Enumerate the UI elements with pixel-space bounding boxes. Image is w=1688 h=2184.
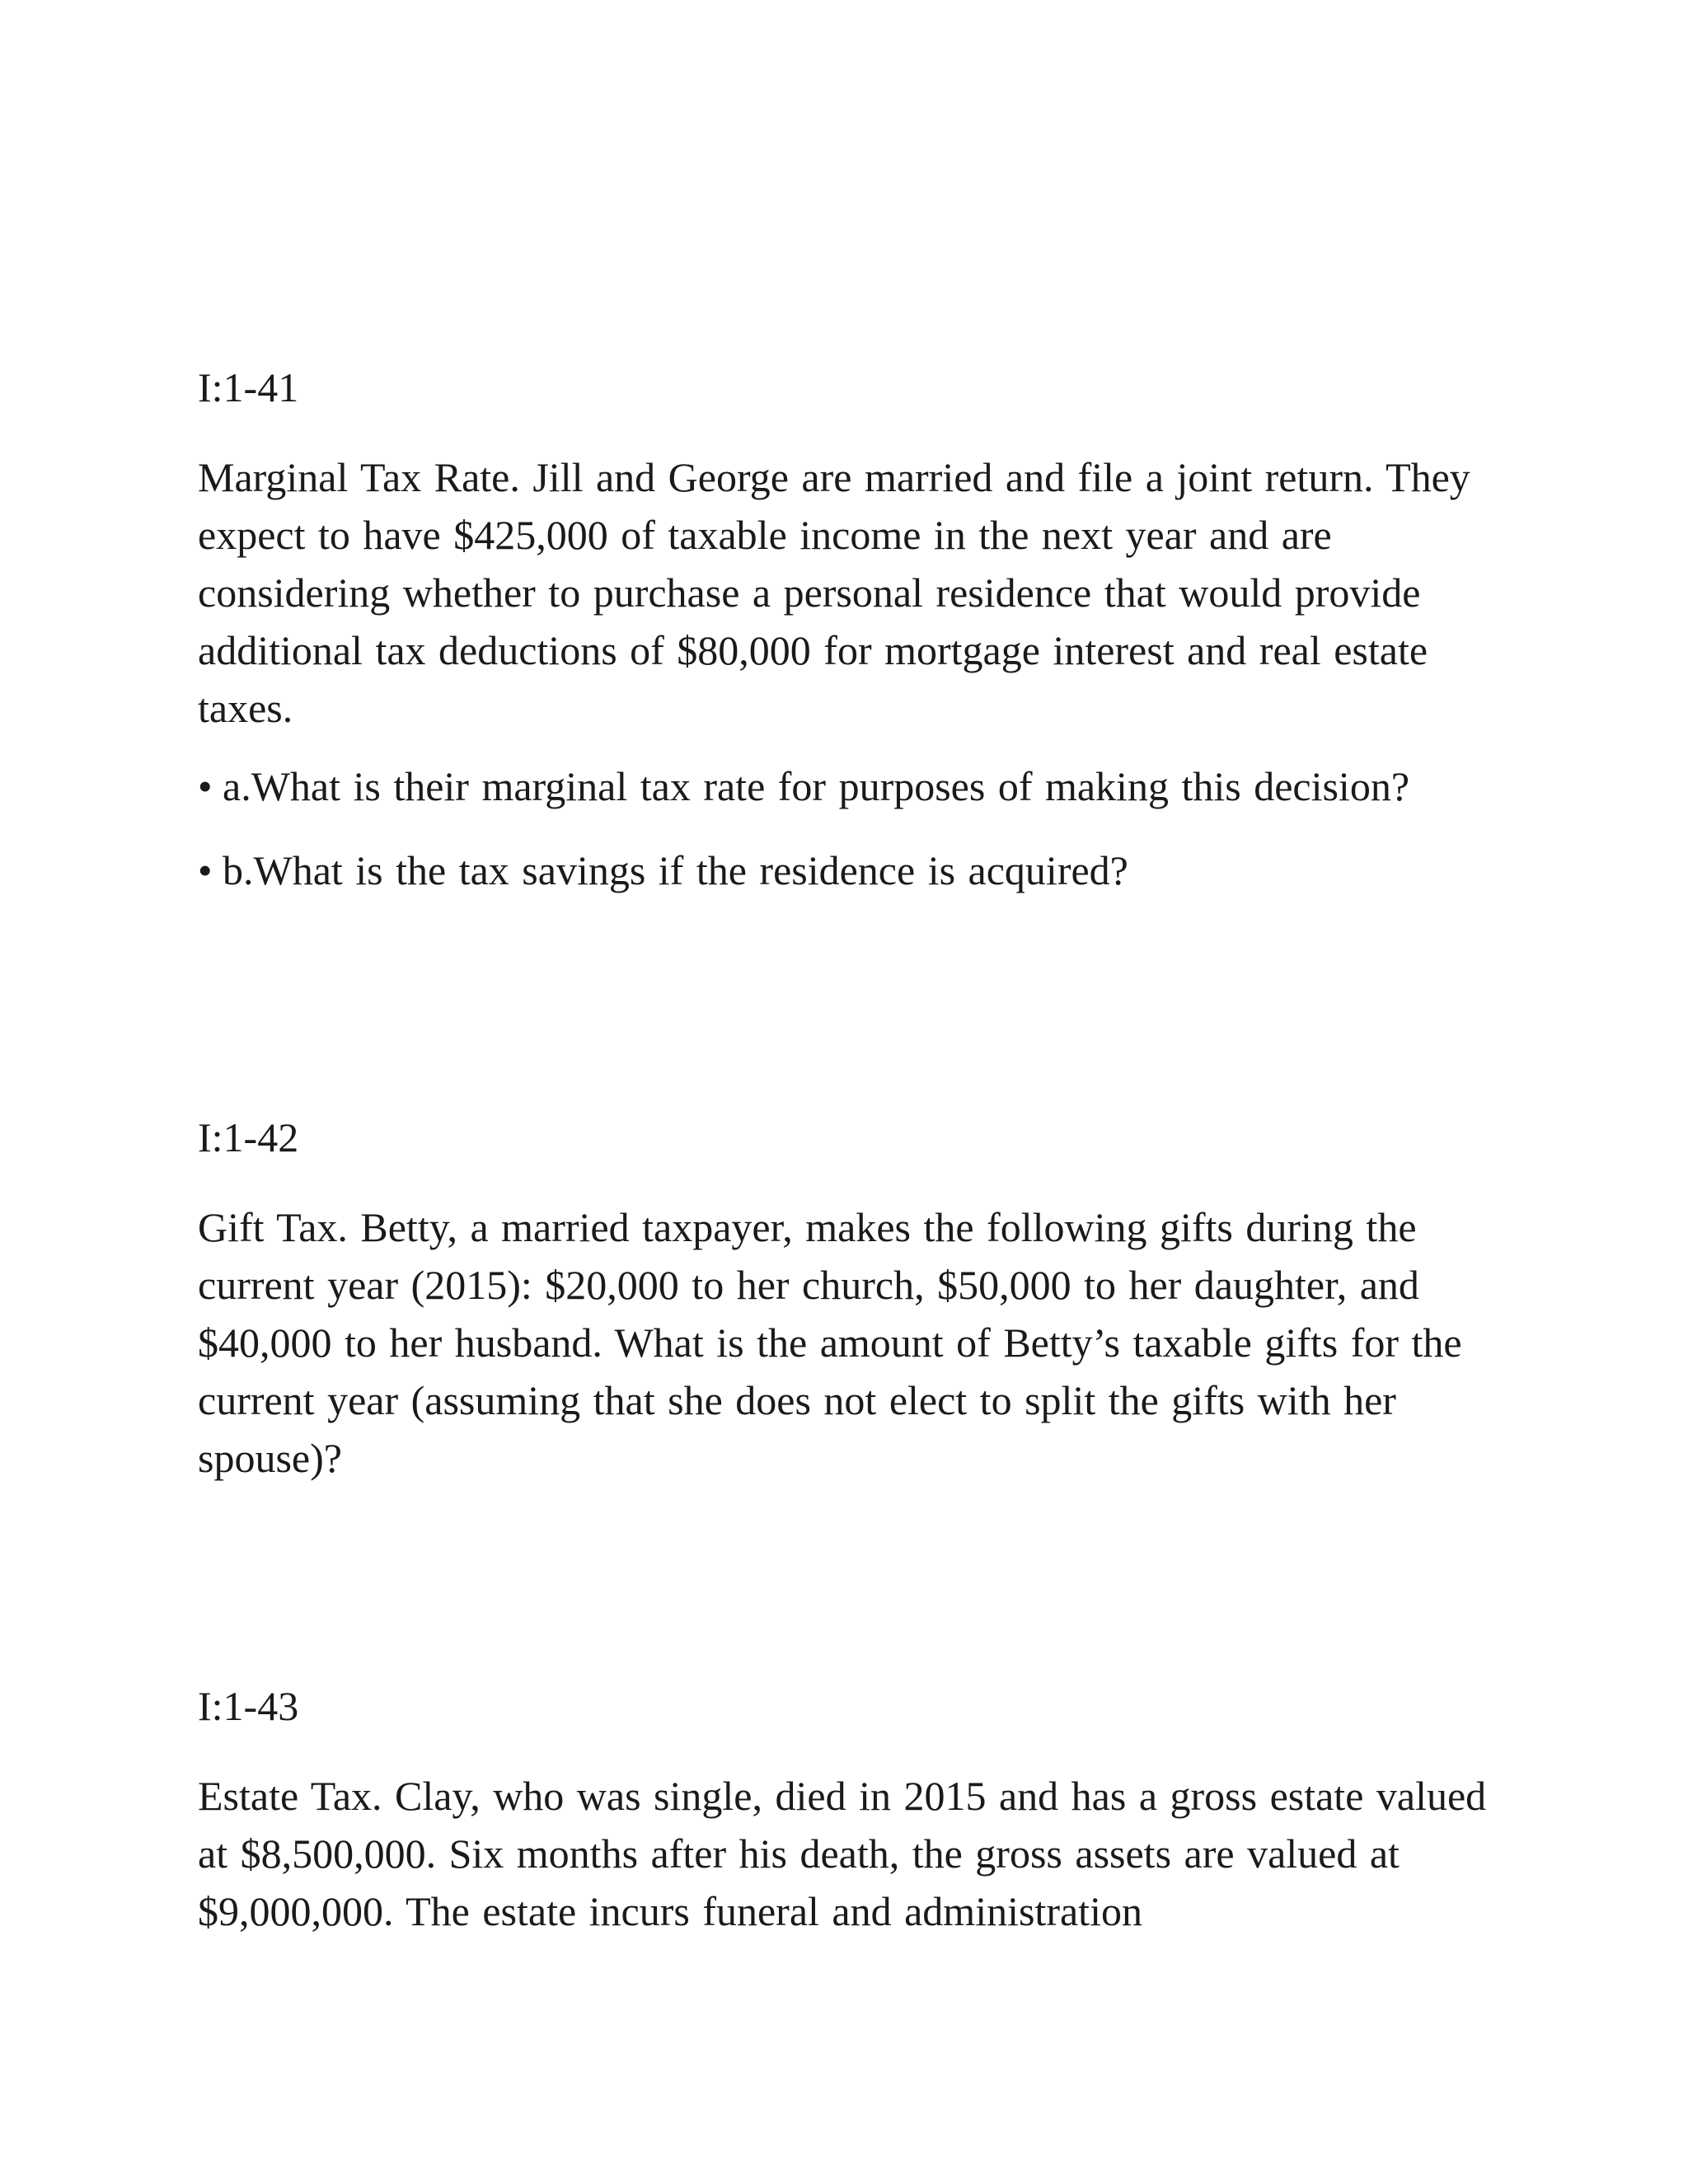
question-text: a.What is their marginal tax rate for purposes of making this decision? [223,763,1410,809]
problem-statement: Estate Tax. Clay, who was single, died in 2015 and has a gross estate valued at $8,500,000. Six months after his death, the gross assets are valued at $9,000,000. The estate incurs funeral and administration [198,1773,1487,1934]
problem-1-42 [198,1113,1500,1487]
problem-statement: Gift Tax. Betty, a married taxpayer, makes the following gifts during the current year (2015): $20,000 to her church, $50,000 to her daughter, and $40,000 to her husband. What is the amount of Betty’s taxable gifts for the current year (assuming that she does not elect to split the gifts with her spouse)? [198,1204,1462,1481]
question-list [198,762,1500,895]
bullet-icon: • [198,763,213,809]
question-item-a [198,762,1500,811]
problem-statement: Marginal Tax Rate. Jill and George are married and file a joint return. They expect to have $425,000 of taxable income in the next year and are considering whether to purchase a personal residence that would provide additional tax deductions of $80,000 for mortgage interest and real estate taxes. [198,454,1470,731]
question-item-b [198,846,1500,895]
question-text: b.What is the tax savings if the residence is acquired? [223,847,1128,893]
problem-number: I:1-41 [198,364,299,410]
problem-1-43 [198,1681,1500,1940]
problem-number: I:1-43 [198,1683,299,1729]
problem-1-41 [198,363,1500,930]
problem-number: I:1-42 [198,1114,299,1160]
bullet-icon: • [198,847,213,893]
